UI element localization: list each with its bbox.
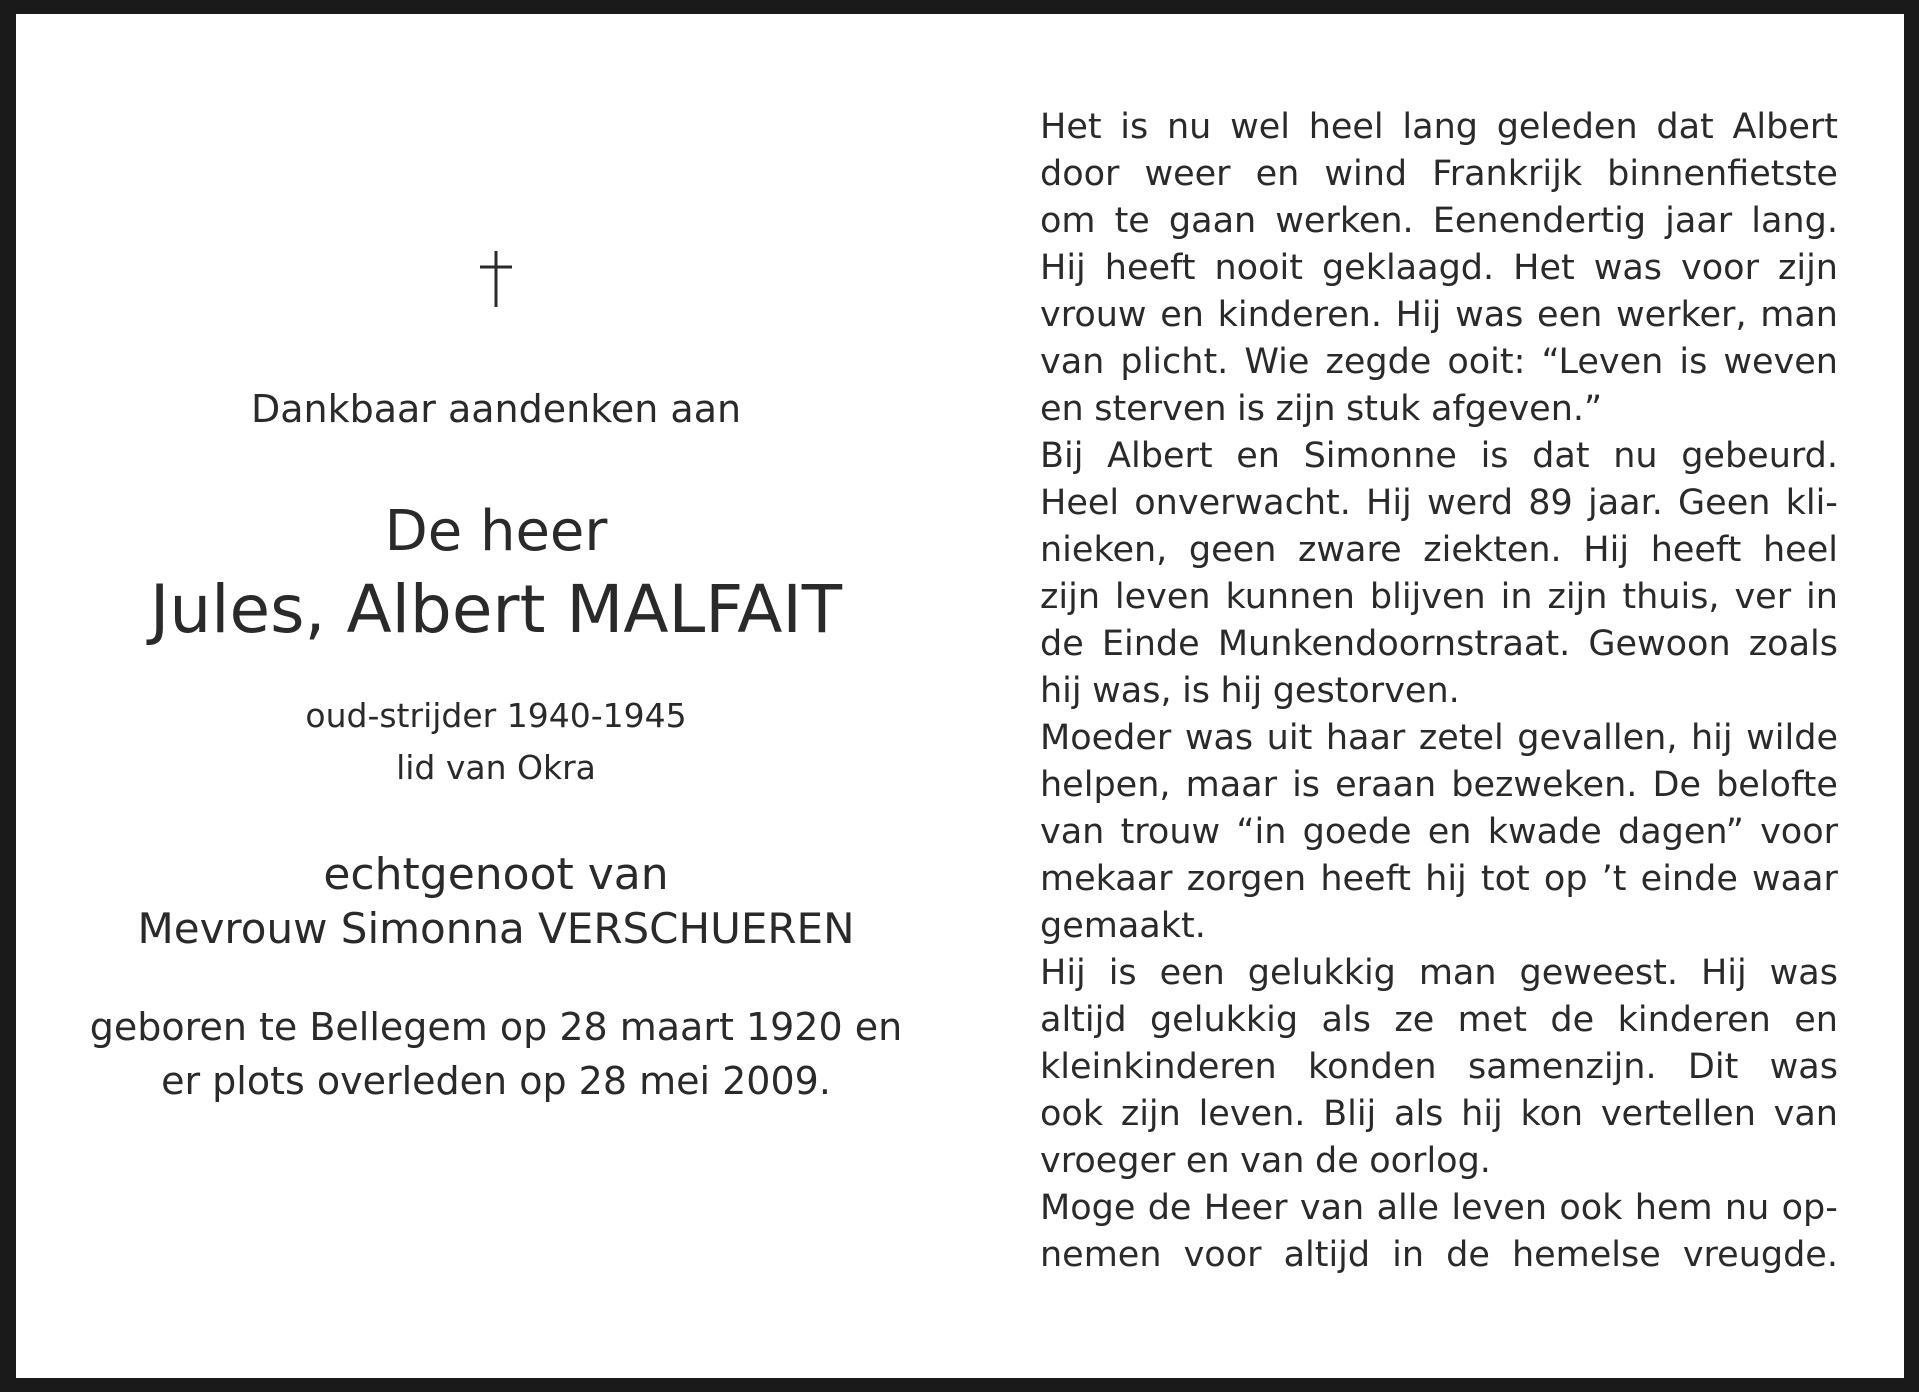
word: eraan bbox=[1335, 765, 1437, 805]
word: nemen bbox=[1040, 1235, 1162, 1275]
word: kwade bbox=[1487, 812, 1602, 852]
word: ’t bbox=[1601, 859, 1627, 899]
word: is bbox=[1182, 671, 1211, 711]
word: gemaakt. bbox=[1040, 906, 1206, 946]
text-line bbox=[1040, 1044, 1838, 1091]
word: heel bbox=[1308, 107, 1384, 147]
text-line bbox=[1040, 104, 1838, 151]
word: samenzijn. bbox=[1467, 1047, 1657, 1087]
word: en bbox=[1236, 436, 1280, 476]
word: als bbox=[1321, 1000, 1371, 1040]
word: als bbox=[1394, 1094, 1444, 1134]
word: dagen” bbox=[1618, 812, 1744, 852]
word: Geen bbox=[1678, 483, 1771, 523]
word: jaar bbox=[1665, 201, 1733, 241]
word: voor bbox=[1183, 1235, 1262, 1275]
word: Blij bbox=[1323, 1094, 1377, 1134]
word: vrouw bbox=[1040, 295, 1147, 335]
word: ooit: bbox=[1447, 342, 1526, 382]
word: van bbox=[1040, 812, 1105, 852]
word: is bbox=[1480, 436, 1509, 476]
word: is bbox=[1292, 765, 1321, 805]
word: tot bbox=[1480, 859, 1530, 899]
word: leven bbox=[1114, 577, 1211, 617]
text-line bbox=[1040, 292, 1838, 339]
text-line bbox=[1040, 762, 1838, 809]
word: einde bbox=[1640, 859, 1738, 899]
word: van bbox=[1299, 1188, 1365, 1228]
word: heeft bbox=[1320, 859, 1412, 899]
word: weer bbox=[1144, 154, 1231, 194]
word: kli- bbox=[1785, 483, 1838, 523]
word: de bbox=[1446, 1235, 1490, 1275]
text-line bbox=[1040, 1232, 1838, 1279]
word: Bij bbox=[1040, 436, 1084, 476]
word: voor bbox=[1760, 812, 1838, 852]
word: belofte bbox=[1716, 765, 1838, 805]
word: Het bbox=[1040, 107, 1102, 147]
text-line bbox=[1040, 386, 1838, 433]
word: was bbox=[1593, 248, 1663, 288]
word: zoals bbox=[1748, 624, 1838, 664]
word: blijven bbox=[1369, 577, 1486, 617]
word: hij bbox=[1461, 1094, 1503, 1134]
word: waar bbox=[1751, 859, 1838, 899]
deceased-name: Jules, Albert MALFAIT bbox=[149, 571, 843, 648]
word: in bbox=[1500, 577, 1533, 617]
text-line bbox=[1040, 668, 1838, 715]
word: haar bbox=[1325, 718, 1406, 758]
word: met bbox=[1457, 1000, 1528, 1040]
word: zijn bbox=[1275, 389, 1336, 429]
word: lang. bbox=[1751, 201, 1838, 241]
word: Het bbox=[1513, 248, 1575, 288]
word: was bbox=[1769, 953, 1838, 993]
dates-line-1: geboren te Bellegem op 28 maart 1920 en bbox=[89, 1005, 903, 1049]
word: gelukkig bbox=[1247, 953, 1396, 993]
word: nu bbox=[1724, 1188, 1770, 1228]
word: kunnen bbox=[1225, 577, 1355, 617]
word: zorgen bbox=[1186, 859, 1307, 899]
word: kinderen bbox=[1617, 1000, 1771, 1040]
word: is bbox=[1108, 953, 1137, 993]
word: en bbox=[1427, 812, 1472, 852]
word: Hij bbox=[1040, 248, 1086, 288]
word: in bbox=[1392, 1235, 1425, 1275]
word: te bbox=[1114, 201, 1150, 241]
spouse-name: Mevrouw Simonna VERSCHUEREN bbox=[137, 904, 855, 953]
word: is bbox=[1679, 342, 1708, 382]
word: hij bbox=[1425, 859, 1467, 899]
word: geweest. bbox=[1519, 953, 1679, 993]
text-line bbox=[1040, 809, 1838, 856]
word: is bbox=[1237, 389, 1265, 429]
word: werken. bbox=[1275, 201, 1414, 241]
word: kinderen. bbox=[1217, 295, 1382, 335]
word: hij bbox=[1040, 671, 1082, 711]
word: trouw bbox=[1120, 812, 1221, 852]
word: om bbox=[1040, 201, 1096, 241]
word: leven bbox=[1451, 1188, 1548, 1228]
word: geleden bbox=[1496, 107, 1638, 147]
word: plicht. bbox=[1120, 342, 1229, 382]
cross-icon bbox=[56, 249, 936, 309]
word: heeft bbox=[1104, 248, 1196, 288]
word: op bbox=[1543, 859, 1588, 899]
word: weven bbox=[1723, 342, 1838, 382]
word: Eenendertig bbox=[1432, 201, 1647, 241]
word: zijn bbox=[1777, 248, 1838, 288]
word: was, bbox=[1092, 671, 1172, 711]
word: dat bbox=[1656, 107, 1714, 147]
word: zware bbox=[1298, 530, 1402, 570]
word: gaan bbox=[1168, 201, 1257, 241]
word: ook bbox=[1559, 1188, 1623, 1228]
word: een bbox=[1537, 295, 1603, 335]
word: alle bbox=[1376, 1188, 1439, 1228]
word: binnenfietste bbox=[1607, 154, 1838, 194]
word: nu bbox=[1166, 107, 1212, 147]
word: dat bbox=[1532, 436, 1590, 476]
word: vertellen bbox=[1600, 1094, 1756, 1134]
memorial-card bbox=[16, 14, 1904, 1378]
word: vroeger bbox=[1040, 1141, 1176, 1181]
word: Albert bbox=[1107, 436, 1213, 476]
word: Frankrijk bbox=[1432, 154, 1583, 194]
word: Simonne bbox=[1303, 436, 1457, 476]
text-line bbox=[1040, 480, 1838, 527]
word: nu bbox=[1613, 436, 1658, 476]
word: op- bbox=[1781, 1188, 1838, 1228]
word: afgeven.” bbox=[1430, 389, 1603, 429]
word: werker, bbox=[1615, 295, 1747, 335]
word: en bbox=[1794, 1000, 1838, 1040]
word: zijn bbox=[1547, 577, 1608, 617]
word: en bbox=[1160, 295, 1204, 335]
word: Hij bbox=[1583, 530, 1630, 570]
text-line bbox=[1040, 527, 1838, 574]
word: bezweken. bbox=[1451, 765, 1638, 805]
word: en bbox=[1185, 1141, 1230, 1181]
membership: lid van Okra bbox=[396, 748, 596, 787]
word: “Leven bbox=[1541, 342, 1664, 382]
word: Albert bbox=[1732, 107, 1838, 147]
word: was bbox=[1769, 1047, 1838, 1087]
word: nieken, bbox=[1040, 530, 1168, 570]
text-line bbox=[1040, 151, 1838, 198]
intro-text: Dankbaar aandenken aan bbox=[250, 387, 742, 431]
word: en bbox=[1255, 154, 1300, 194]
word: Heel bbox=[1040, 483, 1120, 523]
word: thuis, bbox=[1622, 577, 1720, 617]
word: Munkendoornstraat. bbox=[1217, 624, 1571, 664]
text-line bbox=[1040, 1185, 1838, 1232]
word: goede bbox=[1302, 812, 1412, 852]
word: de bbox=[1550, 1000, 1595, 1040]
word: Hij bbox=[1395, 295, 1442, 335]
word: Heer bbox=[1203, 1188, 1288, 1228]
word: voor bbox=[1681, 248, 1759, 288]
word: Einde bbox=[1101, 624, 1200, 664]
dates-line-2: er plots overleden op 28 mei 2009. bbox=[161, 1059, 831, 1103]
word: Dit bbox=[1687, 1047, 1739, 1087]
word: hem bbox=[1634, 1188, 1713, 1228]
word: ze bbox=[1394, 1000, 1435, 1040]
honorific: De heer bbox=[384, 499, 608, 564]
word: lang bbox=[1402, 107, 1478, 147]
text-line bbox=[1040, 621, 1838, 668]
word: Wie bbox=[1244, 342, 1310, 382]
word: Moeder bbox=[1040, 718, 1172, 758]
word: van bbox=[1240, 1141, 1305, 1181]
word: hemelse bbox=[1511, 1235, 1661, 1275]
word: “in bbox=[1236, 812, 1287, 852]
word: altijd bbox=[1283, 1235, 1371, 1275]
text-line bbox=[1040, 339, 1838, 386]
cross-icon-graphic bbox=[476, 249, 516, 309]
word: van bbox=[1040, 342, 1105, 382]
text-line bbox=[1040, 433, 1838, 480]
text-line bbox=[1040, 950, 1838, 997]
word: vreugde. bbox=[1682, 1235, 1838, 1275]
word: in bbox=[1806, 577, 1838, 617]
word: Gewoon bbox=[1588, 624, 1731, 664]
text-line bbox=[1040, 903, 1838, 950]
text-line bbox=[1040, 1138, 1838, 1185]
word: ook bbox=[1040, 1094, 1104, 1134]
word: man bbox=[1418, 953, 1497, 993]
word: altijd bbox=[1040, 1000, 1127, 1040]
veteran-role: oud-strijder 1940-1945 bbox=[305, 696, 687, 735]
word: was bbox=[1455, 295, 1524, 335]
word: wind bbox=[1324, 154, 1408, 194]
word: gevallen, bbox=[1517, 718, 1678, 758]
word: maar bbox=[1185, 765, 1277, 805]
word: was bbox=[1184, 718, 1254, 758]
spouse-intro: echtgenoot van bbox=[323, 849, 669, 900]
word: helpen, bbox=[1040, 765, 1171, 805]
word: gebeurd. bbox=[1681, 436, 1838, 476]
word: konden bbox=[1308, 1047, 1437, 1087]
word: en bbox=[1040, 389, 1084, 429]
word: zetel bbox=[1418, 718, 1504, 758]
text-line bbox=[1040, 997, 1838, 1044]
birth-death-dates bbox=[56, 1000, 936, 1108]
word: geklaagd. bbox=[1321, 248, 1495, 288]
word: Hij bbox=[1366, 483, 1412, 523]
word: oorlog. bbox=[1369, 1141, 1491, 1181]
text-line bbox=[1040, 245, 1838, 292]
word: sterven bbox=[1094, 389, 1227, 429]
text-line bbox=[1040, 198, 1838, 245]
text-line bbox=[1040, 574, 1838, 621]
word: jaar. bbox=[1587, 483, 1663, 523]
word: uit bbox=[1266, 718, 1313, 758]
word: ziekten. bbox=[1423, 530, 1562, 570]
word: kon bbox=[1520, 1094, 1584, 1134]
memorial-text bbox=[1040, 104, 1838, 1279]
word: wilde bbox=[1746, 718, 1838, 758]
word: kleinkinderen bbox=[1040, 1047, 1277, 1087]
word: de bbox=[1314, 1141, 1359, 1181]
word: man bbox=[1760, 295, 1838, 335]
word: werd bbox=[1426, 483, 1514, 523]
word: Hij bbox=[1040, 953, 1086, 993]
word: heeft bbox=[1650, 530, 1742, 570]
text-line bbox=[1040, 715, 1838, 762]
word: Hij bbox=[1700, 953, 1747, 993]
word: zijn bbox=[1040, 577, 1101, 617]
word: een bbox=[1159, 953, 1225, 993]
word: onverwacht. bbox=[1134, 483, 1351, 523]
word: Moge bbox=[1040, 1188, 1136, 1228]
text-line bbox=[1040, 1091, 1838, 1138]
word: nooit bbox=[1214, 248, 1303, 288]
word: zegde bbox=[1325, 342, 1432, 382]
word: stuk bbox=[1346, 389, 1421, 429]
word: leven. bbox=[1198, 1094, 1306, 1134]
text-line bbox=[1040, 856, 1838, 903]
word: door bbox=[1040, 154, 1120, 194]
word: is bbox=[1120, 107, 1149, 147]
word: de bbox=[1040, 624, 1084, 664]
word: hij bbox=[1691, 718, 1733, 758]
word: geen bbox=[1188, 530, 1277, 570]
word: heel bbox=[1762, 530, 1838, 570]
word: 89 bbox=[1528, 483, 1573, 523]
word: zijn bbox=[1120, 1094, 1181, 1134]
word: van bbox=[1773, 1094, 1838, 1134]
word: De bbox=[1652, 765, 1701, 805]
left-panel bbox=[56, 14, 936, 1378]
word: gelukkig bbox=[1149, 1000, 1299, 1040]
word: de bbox=[1147, 1188, 1192, 1228]
word: gestorven. bbox=[1272, 671, 1460, 711]
word: ver bbox=[1734, 577, 1792, 617]
word: wel bbox=[1230, 107, 1290, 147]
word: mekaar bbox=[1040, 859, 1173, 899]
word: hij bbox=[1220, 671, 1263, 711]
